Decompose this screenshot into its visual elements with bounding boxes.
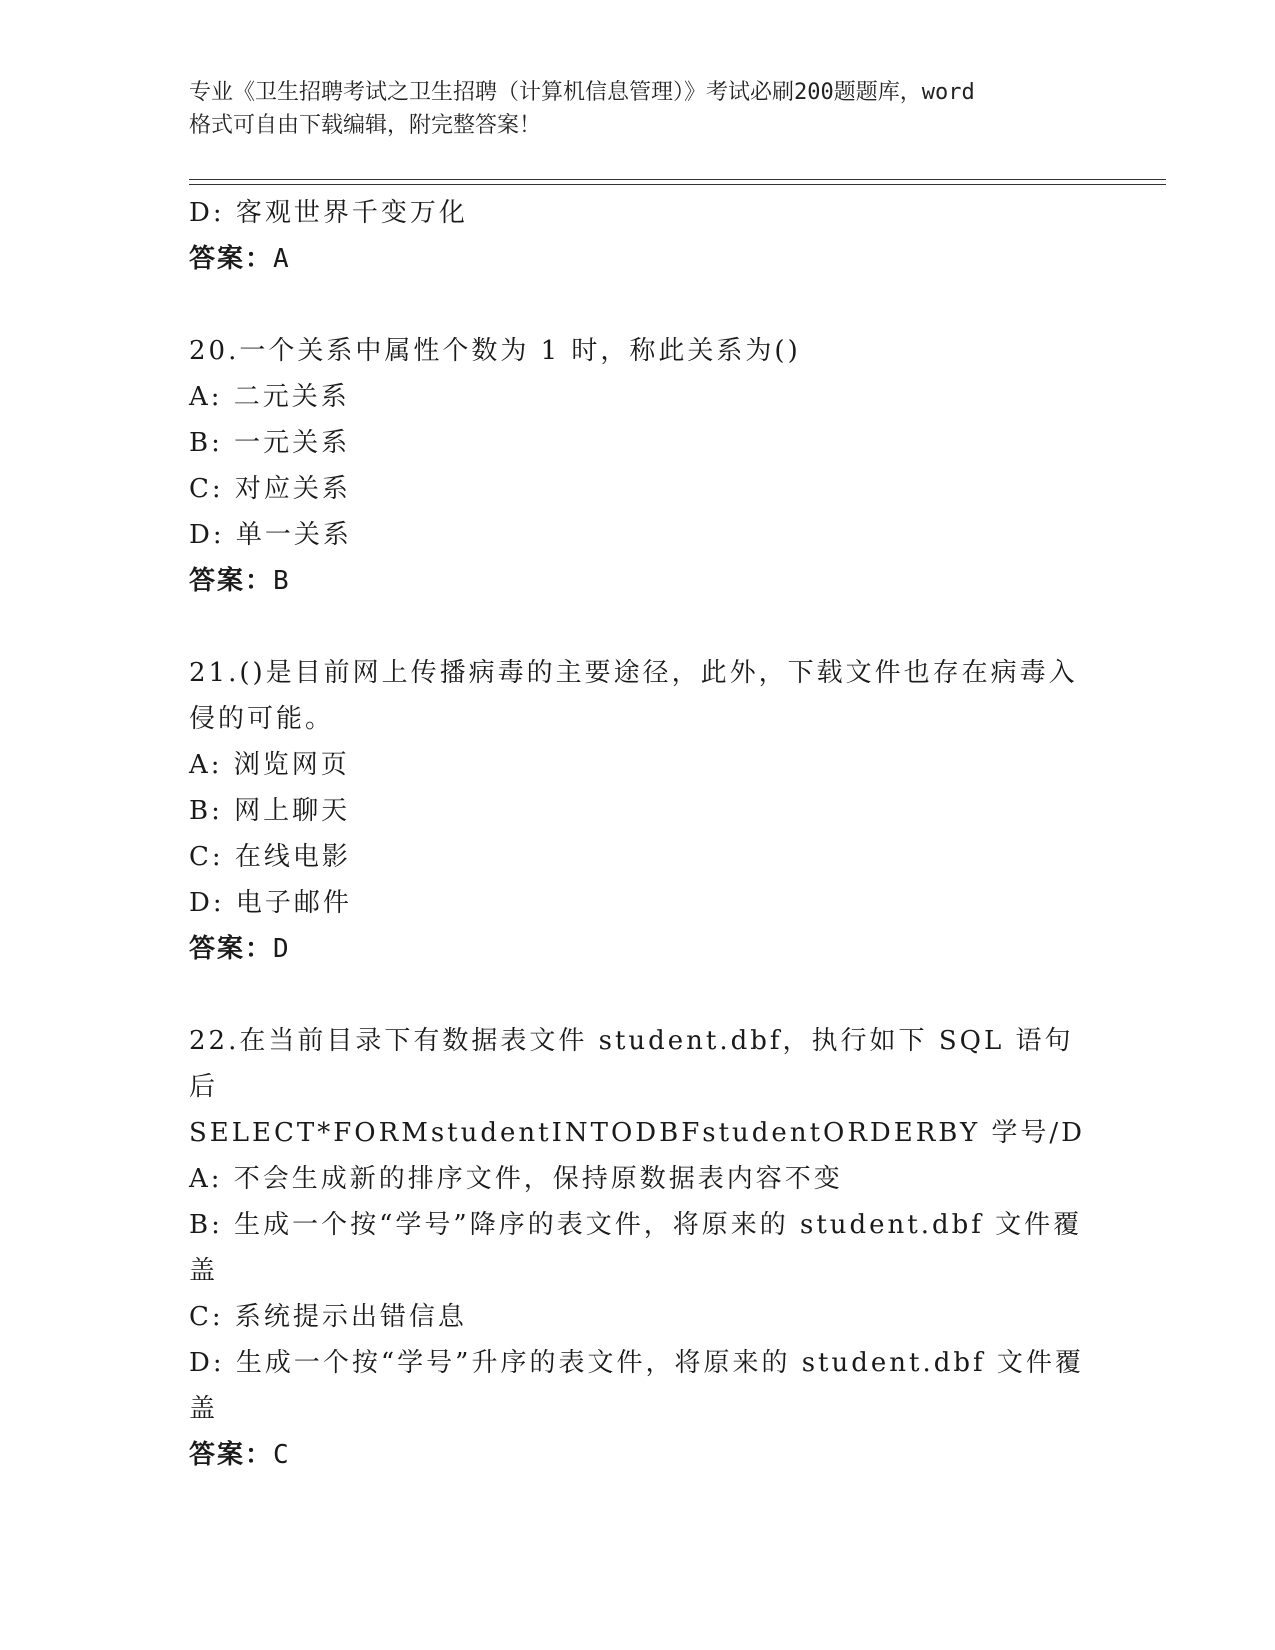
question-22-option-d-cont: 盖 (189, 1394, 219, 1424)
answer-value: D (273, 934, 291, 964)
question-21-answer (189, 926, 1089, 972)
question-22-option-d: D: 生成一个按“学号”升序的表文件，将原来的 student.dbf 文件覆 (189, 1348, 1084, 1378)
question-22-option-a: A: 不会生成新的排序文件，保持原数据表内容不变 (189, 1164, 843, 1194)
question-21-stem-line-2: 侵的可能。 (189, 704, 335, 734)
question-21-stem-line-1: 21.()是目前网上传播病毒的主要途径，此外，下载文件也存在病毒入 (189, 658, 1078, 688)
prev-option-d: D: 客观世界千变万化 (189, 198, 468, 228)
question-22-option-b: B: 生成一个按“学号”降序的表文件，将原来的 student.dbf 文件覆 (189, 1210, 1083, 1240)
header-divider-top (189, 179, 1166, 180)
document-header (189, 76, 1089, 142)
question-20-answer (189, 558, 1089, 604)
answer-label: 答案： (189, 244, 274, 274)
question-20-option-c: C: 对应关系 (189, 474, 351, 504)
answer-value: C (273, 1440, 291, 1470)
header-divider-bottom (189, 184, 1166, 185)
question-20-stem: 20.一个关系中属性个数为 1 时，称此关系为() (189, 336, 801, 366)
answer-label: 答案： (189, 566, 274, 596)
answer-label: 答案： (189, 1440, 274, 1470)
question-21-option-b: B: 网上聊天 (189, 796, 351, 826)
spacer (189, 282, 1089, 328)
spacer (189, 604, 1089, 650)
question-21-option-d: D: 电子邮件 (189, 888, 352, 918)
question-22-stem-line-1: 22.在当前目录下有数据表文件 student.dbf，执行如下 SQL 语句后 (189, 1026, 1074, 1102)
question-22-stem-line-2: SELECT*FORMstudentINTODBFstudentORDERBY 学号/D (189, 1118, 1085, 1148)
question-21-option-a: A: 浏览网页 (189, 750, 350, 780)
question-22-answer (189, 1432, 1089, 1478)
question-22-option-c: C: 系统提示出错信息 (189, 1302, 467, 1332)
question-content (189, 190, 1089, 1478)
question-20-option-d: D: 单一关系 (189, 520, 352, 550)
answer-value: A (273, 244, 291, 274)
question-22-option-b-cont: 盖 (189, 1256, 219, 1286)
answer-label: 答案： (189, 934, 274, 964)
header-line-2: 格式可自由下载编辑，附完整答案！ (189, 113, 542, 138)
spacer (189, 972, 1089, 1018)
question-20-option-b: B: 一元关系 (189, 428, 351, 458)
header-line-1: 专业《卫生招聘考试之卫生招聘（计算机信息管理）》考试必刷200题题库，word (189, 80, 975, 105)
prev-answer (189, 236, 1089, 282)
answer-value: B (273, 566, 291, 596)
question-20-option-a: A: 二元关系 (189, 382, 350, 412)
question-21-option-c: C: 在线电影 (189, 842, 351, 872)
